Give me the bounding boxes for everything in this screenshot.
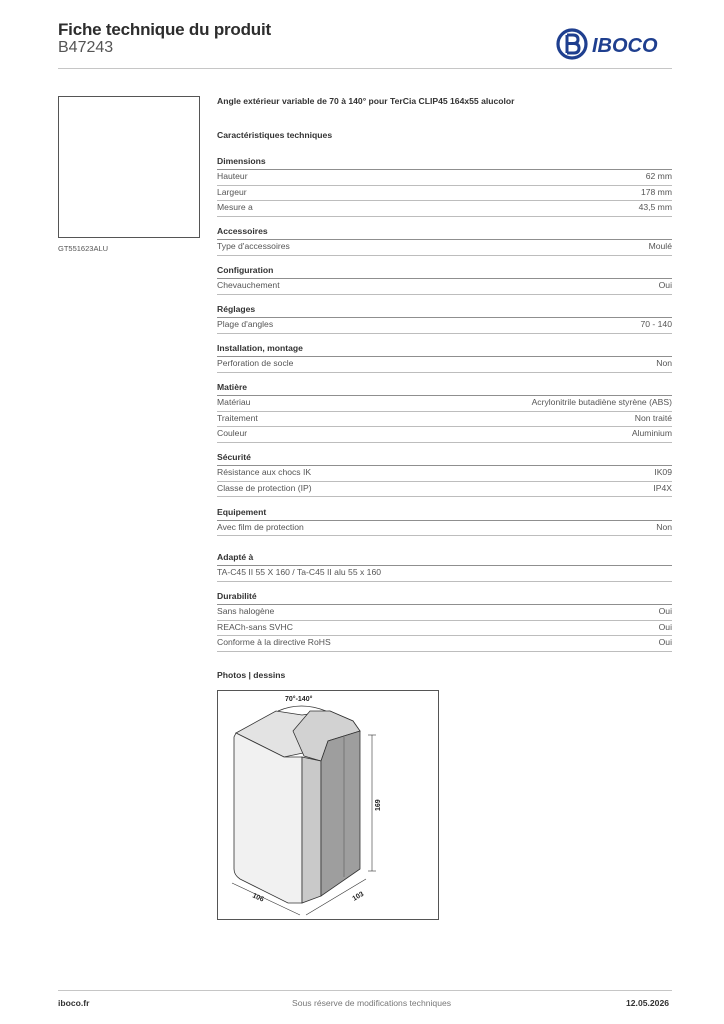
iboco-logo: [556, 27, 674, 61]
left-dimension: 106: [251, 892, 265, 904]
spec-label: Couleur: [217, 428, 248, 438]
spec-value: Non traité: [634, 412, 672, 423]
spec-group-title: Réglages: [217, 304, 672, 318]
spec-value: 178 mm: [640, 186, 672, 197]
spec-value: 43,5 mm: [638, 202, 672, 212]
spec-value: 62 mm: [645, 171, 672, 181]
spec-group: [217, 507, 672, 537]
durability-value: Oui: [658, 621, 672, 632]
spec-group: [217, 156, 672, 217]
footer-date: 12.05.2026: [626, 998, 670, 1008]
spec-group: [217, 226, 672, 256]
spec-row: [217, 240, 672, 256]
spec-group: [217, 265, 672, 295]
spec-row: [217, 357, 672, 373]
spec-label: Avec film de protection: [217, 521, 304, 532]
spec-label: Perforation de socle: [217, 358, 294, 368]
spec-row: [217, 427, 672, 443]
spec-value: Moulé: [648, 241, 672, 251]
durability-label: REACh-sans SVHC: [217, 621, 293, 632]
spec-value: 70 - 140: [640, 319, 672, 329]
durability-row: [217, 636, 672, 652]
product-image: [58, 96, 200, 238]
spec-row: [217, 466, 672, 482]
spec-label: Mesure a: [217, 202, 253, 212]
spec-value: Aluminium: [631, 428, 672, 438]
spec-group-title: Dimensions: [217, 156, 672, 170]
durability-value: Oui: [658, 606, 672, 616]
durability-title: Durabilité: [217, 591, 672, 605]
durability-label: Conforme à la directive RoHS: [217, 637, 331, 647]
spec-value: IK09: [654, 467, 672, 477]
adapted-row: [217, 566, 672, 582]
spec-group: [217, 382, 672, 443]
durability-row: [217, 605, 672, 621]
angle-label: 70°-140°: [285, 696, 313, 703]
spec-label: Résistance aux chocs IK: [217, 467, 312, 477]
header-divider: [58, 68, 672, 69]
spec-label: Traitement: [217, 412, 258, 423]
spec-value: IP4X: [653, 482, 672, 493]
spec-row: [217, 201, 672, 217]
spec-label: Classe de protection (IP): [217, 482, 312, 493]
spec-label: Chevauchement: [217, 280, 280, 290]
spec-value: Acrylonitrile butadiène styrène (ABS): [531, 397, 672, 407]
spec-value: Non: [656, 521, 672, 532]
spec-group: [217, 304, 672, 334]
footer-note: Sous réserve de modifications techniques: [292, 998, 452, 1008]
image-caption: GT551623ALU: [58, 244, 109, 253]
durability-label: Sans halogène: [217, 606, 275, 616]
specs-title: Caractéristiques techniques: [217, 130, 333, 140]
spec-label: Hauteur: [217, 171, 248, 181]
footer-divider: [58, 990, 672, 991]
durability-section: [217, 591, 672, 652]
spec-label: Largeur: [217, 186, 247, 197]
spec-group-title: Configuration: [217, 265, 672, 279]
spec-group-title: Equipement: [217, 507, 672, 521]
spec-row: [217, 521, 672, 537]
durability-row: [217, 621, 672, 637]
spec-group: [217, 452, 672, 497]
spec-row: [217, 396, 672, 412]
spec-group-title: Accessoires: [217, 226, 672, 240]
spec-groups: [217, 156, 672, 546]
product-name: Angle extérieur variable de 70 à 140° pour TerCia CLIP45 164x55 alucolor: [217, 96, 515, 106]
spec-group: [217, 343, 672, 373]
spec-label: Matériau: [217, 397, 251, 407]
adapted-value: TA-C45 II 55 X 160 / Ta-C45 II alu 55 x 160: [217, 567, 382, 577]
durability-value: Oui: [658, 637, 672, 647]
spec-row: [217, 412, 672, 428]
spec-label: Plage d'angles: [217, 319, 274, 329]
spec-group-title: Installation, montage: [217, 343, 672, 357]
spec-group-title: Sécurité: [217, 452, 672, 466]
durability-rows: [217, 605, 672, 652]
photos-title: Photos | dessins: [217, 670, 286, 680]
spec-value: Non: [656, 358, 672, 368]
height-dimension: 169: [375, 799, 382, 811]
right-dimension: 103: [351, 890, 366, 903]
technical-drawing: [217, 690, 439, 920]
page-title: Fiche technique du produit: [58, 20, 271, 39]
spec-row: [217, 482, 672, 498]
adapted-title: Adapté à: [217, 552, 672, 566]
brand-text: IBOCO: [592, 35, 658, 57]
adapted-section: [217, 552, 672, 582]
footer-site-link[interactable]: iboco.fr: [58, 998, 90, 1008]
spec-value: Oui: [658, 280, 672, 290]
spec-row: [217, 279, 672, 295]
spec-label: Type d'accessoires: [217, 241, 290, 251]
spec-row: [217, 186, 672, 202]
spec-row: [217, 170, 672, 186]
spec-row: [217, 318, 672, 334]
product-reference: B47243: [58, 39, 114, 56]
spec-group-title: Matière: [217, 382, 672, 396]
